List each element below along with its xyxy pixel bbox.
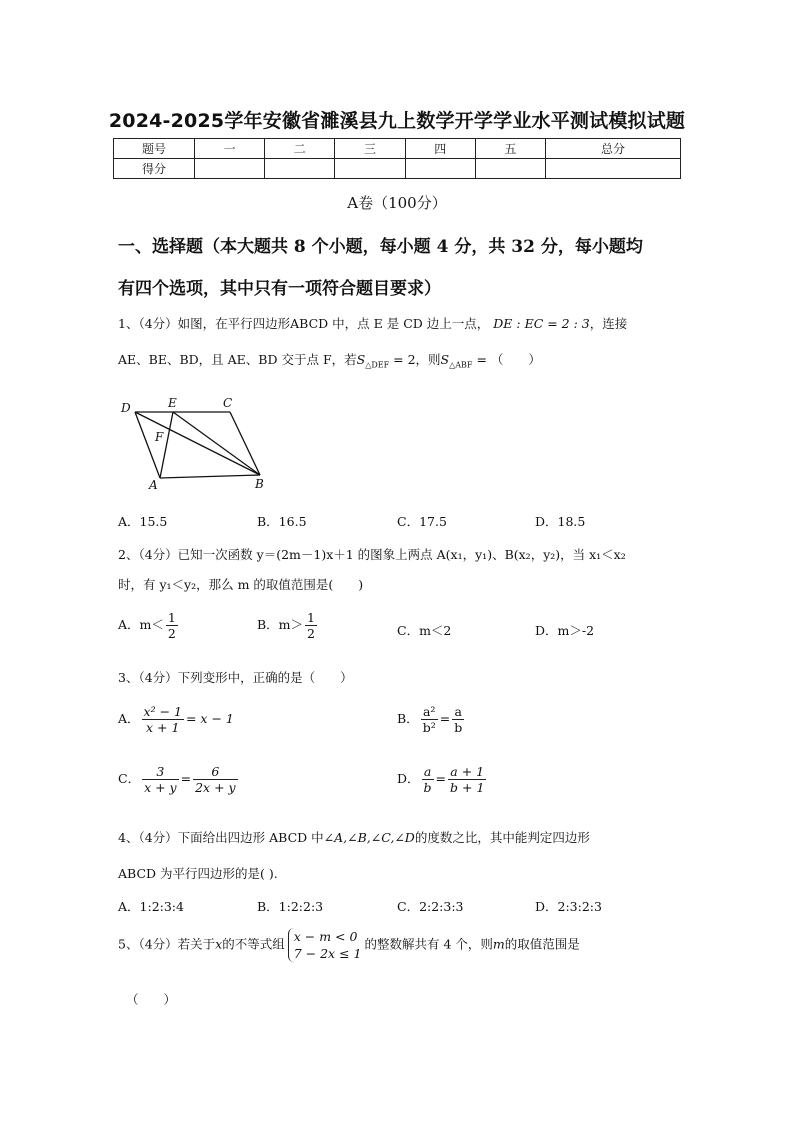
- q2-option-a-prefix: A．m＜: [118, 617, 164, 632]
- fraction: [452, 704, 464, 735]
- score-cell-empty: [546, 159, 681, 179]
- q3-option-d[interactable]: [397, 764, 488, 795]
- fraction-numerator: a²: [421, 704, 438, 720]
- fraction-numerator: 1: [307, 610, 315, 625]
- score-cell: 题号: [114, 139, 195, 159]
- fraction-numerator: a: [422, 764, 434, 780]
- fraction: [193, 764, 238, 795]
- score-cell: 三: [335, 139, 405, 159]
- fraction-denominator: x + 1: [146, 720, 180, 735]
- question-3-stem: 3、（4分）下列变形中，正确的是（ ）: [118, 670, 353, 685]
- score-table-score-row: [114, 159, 681, 179]
- score-cell: 五: [475, 139, 545, 159]
- fraction-numerator: 1: [167, 610, 176, 625]
- equals-sign: =: [435, 771, 447, 786]
- fraction-denominator: b + 1: [450, 780, 485, 795]
- question-2-line2: 时，有 y₁＜y₂，那么 m 的取值范围是( ): [118, 577, 364, 592]
- q5-var-m: m: [492, 936, 505, 952]
- score-cell-empty: [475, 159, 545, 179]
- page-title: 2024-2025学年安徽省濉溪县九上数学开学学业水平测试模拟试题: [108, 110, 686, 132]
- q3-option-a[interactable]: [118, 704, 234, 735]
- q1-area-symbol: S: [440, 352, 450, 367]
- q1-option-c[interactable]: C．17.5: [397, 514, 447, 529]
- q1-text: 1、（4分）如图，在平行四边形ABCD 中，点 E 是 CD 边上一点，: [118, 316, 490, 331]
- question-5-line1: [118, 928, 580, 962]
- q5-text: 的取值范围是: [504, 936, 580, 952]
- q3-option-a-rhs: = x − 1: [185, 711, 234, 726]
- q1-area-subscript: △ABF: [449, 360, 473, 370]
- score-table: [113, 138, 681, 179]
- score-cell-empty: [265, 159, 335, 179]
- fraction: [422, 764, 434, 795]
- question-5-line2: （ ）: [126, 992, 177, 1007]
- q4-option-a[interactable]: A．1:2:3:4: [118, 899, 184, 914]
- fraction-numerator: a + 1: [448, 764, 486, 780]
- q2-option-b[interactable]: [257, 610, 319, 641]
- fraction-denominator: x + y: [144, 780, 177, 795]
- label-d: D: [121, 401, 131, 415]
- fraction: [142, 704, 184, 735]
- fraction-denominator: b: [423, 780, 432, 795]
- score-cell-empty: [195, 159, 265, 179]
- q1-option-b[interactable]: B．16.5: [257, 514, 307, 529]
- part-heading-line2: 有四个选项，其中只有一项符合题目要求）: [118, 279, 441, 299]
- q1-text: ，连接: [589, 316, 628, 331]
- fraction-denominator: b: [454, 720, 463, 735]
- question-1-line1: [118, 314, 627, 332]
- q2-option-b-prefix: B．m＞: [257, 617, 304, 632]
- question-2-line1: 2、（4分）已知一次函数 y＝(2m－1)x＋1 的图象上两点 A(x₁，y₁)、B(x₂，y₂)，当 x₁＜x₂: [118, 547, 626, 562]
- score-table-header-row: [114, 139, 681, 159]
- score-cell: 总分: [546, 139, 681, 159]
- fraction-denominator: 2x + y: [195, 780, 236, 795]
- q1-option-a[interactable]: A．15.5: [118, 514, 168, 529]
- fraction: [166, 610, 178, 641]
- q5-text: 的不等式组: [222, 936, 285, 952]
- q5-var-x: x: [215, 936, 223, 952]
- q5-inequality-top: x − m < 0: [293, 929, 358, 944]
- fraction: [448, 764, 486, 795]
- label-a: A: [149, 478, 158, 492]
- q4-option-c[interactable]: C．2:2:3:3: [397, 899, 464, 914]
- fraction: [142, 764, 179, 795]
- question-4-line2: ABCD 为平行四边形的是( ).: [118, 866, 278, 881]
- part-heading-line1: 一、选择题（本大题共 8 个小题，每小题 4 分，共 32 分，每小题均: [118, 237, 643, 257]
- q1-area-subscript: △DEF: [365, 360, 390, 370]
- score-cell-empty: [335, 159, 405, 179]
- label-e: E: [168, 396, 177, 410]
- fraction: [305, 610, 317, 641]
- q4-text: 的度数之比，其中能判定四边形: [414, 830, 590, 845]
- q1-text: = 2，则: [389, 352, 441, 367]
- question-1-line2: [118, 350, 541, 370]
- segment-ea: [160, 412, 173, 478]
- fraction-numerator: 3: [142, 764, 179, 780]
- edge-ad: [135, 412, 160, 478]
- question-4-line1: [118, 828, 590, 846]
- label-f: F: [155, 430, 164, 444]
- q2-option-c[interactable]: C．m＜2: [397, 623, 452, 638]
- q3-option-a-label: A．: [118, 711, 140, 726]
- q1-text: AE、BE、BD，且 AE、BD 交于点 F，若: [118, 352, 357, 367]
- q4-text: 4、（4分）下面给出四边形 ABCD 中: [118, 830, 324, 845]
- fraction: [421, 704, 438, 735]
- section-label: A卷（100分）: [347, 194, 447, 212]
- score-cell: 得分: [114, 159, 195, 179]
- q1-parallelogram-figure: [115, 392, 275, 492]
- q5-inequality-system: [288, 928, 362, 962]
- fraction-denominator: 2: [167, 626, 176, 641]
- q1-ratio-math: DE : EC = 2 : 3: [493, 316, 590, 331]
- q4-angles-math: ∠A,∠B,∠C,∠D: [323, 830, 415, 845]
- segment-db: [135, 412, 260, 475]
- q3-option-c-label: C．: [118, 771, 141, 786]
- fraction-denominator: 2: [307, 626, 315, 641]
- q1-text: = （ ）: [472, 352, 541, 367]
- q3-option-b[interactable]: [397, 704, 466, 735]
- fraction-numerator: 6: [193, 764, 238, 780]
- q1-option-d[interactable]: D．18.5: [535, 514, 586, 529]
- score-cell: 二: [265, 139, 335, 159]
- q3-option-b-label: B．: [397, 711, 419, 726]
- q4-option-d[interactable]: D．2:3:2:3: [535, 899, 602, 914]
- label-c: C: [223, 396, 233, 410]
- q5-inequality-bottom: 7 − 2x ≤ 1: [293, 946, 362, 961]
- fraction-denominator: b²: [422, 720, 436, 735]
- score-cell: 一: [195, 139, 265, 159]
- fraction-numerator: a: [452, 704, 464, 720]
- q3-option-d-label: D．: [397, 771, 420, 786]
- equals-sign: =: [180, 771, 192, 786]
- segment-eb: [173, 412, 260, 475]
- score-cell-empty: [405, 159, 475, 179]
- q1-area-symbol: S: [356, 352, 366, 367]
- label-b: B: [255, 477, 264, 491]
- edge-ba: [160, 475, 260, 478]
- q3-option-c[interactable]: [118, 764, 240, 795]
- q5-text: 的整数解共有 4 个，则: [364, 936, 493, 952]
- q5-text: 5、（4分）若关于: [118, 936, 216, 952]
- equals-sign: =: [439, 711, 451, 726]
- score-cell: 四: [405, 139, 475, 159]
- edge-cb: [230, 412, 260, 475]
- q4-option-b[interactable]: B．1:2:2:3: [257, 899, 324, 914]
- fraction-numerator: x² − 1: [143, 704, 182, 719]
- q2-option-d[interactable]: D．m＞-2: [535, 623, 595, 638]
- q2-option-a[interactable]: [118, 610, 180, 641]
